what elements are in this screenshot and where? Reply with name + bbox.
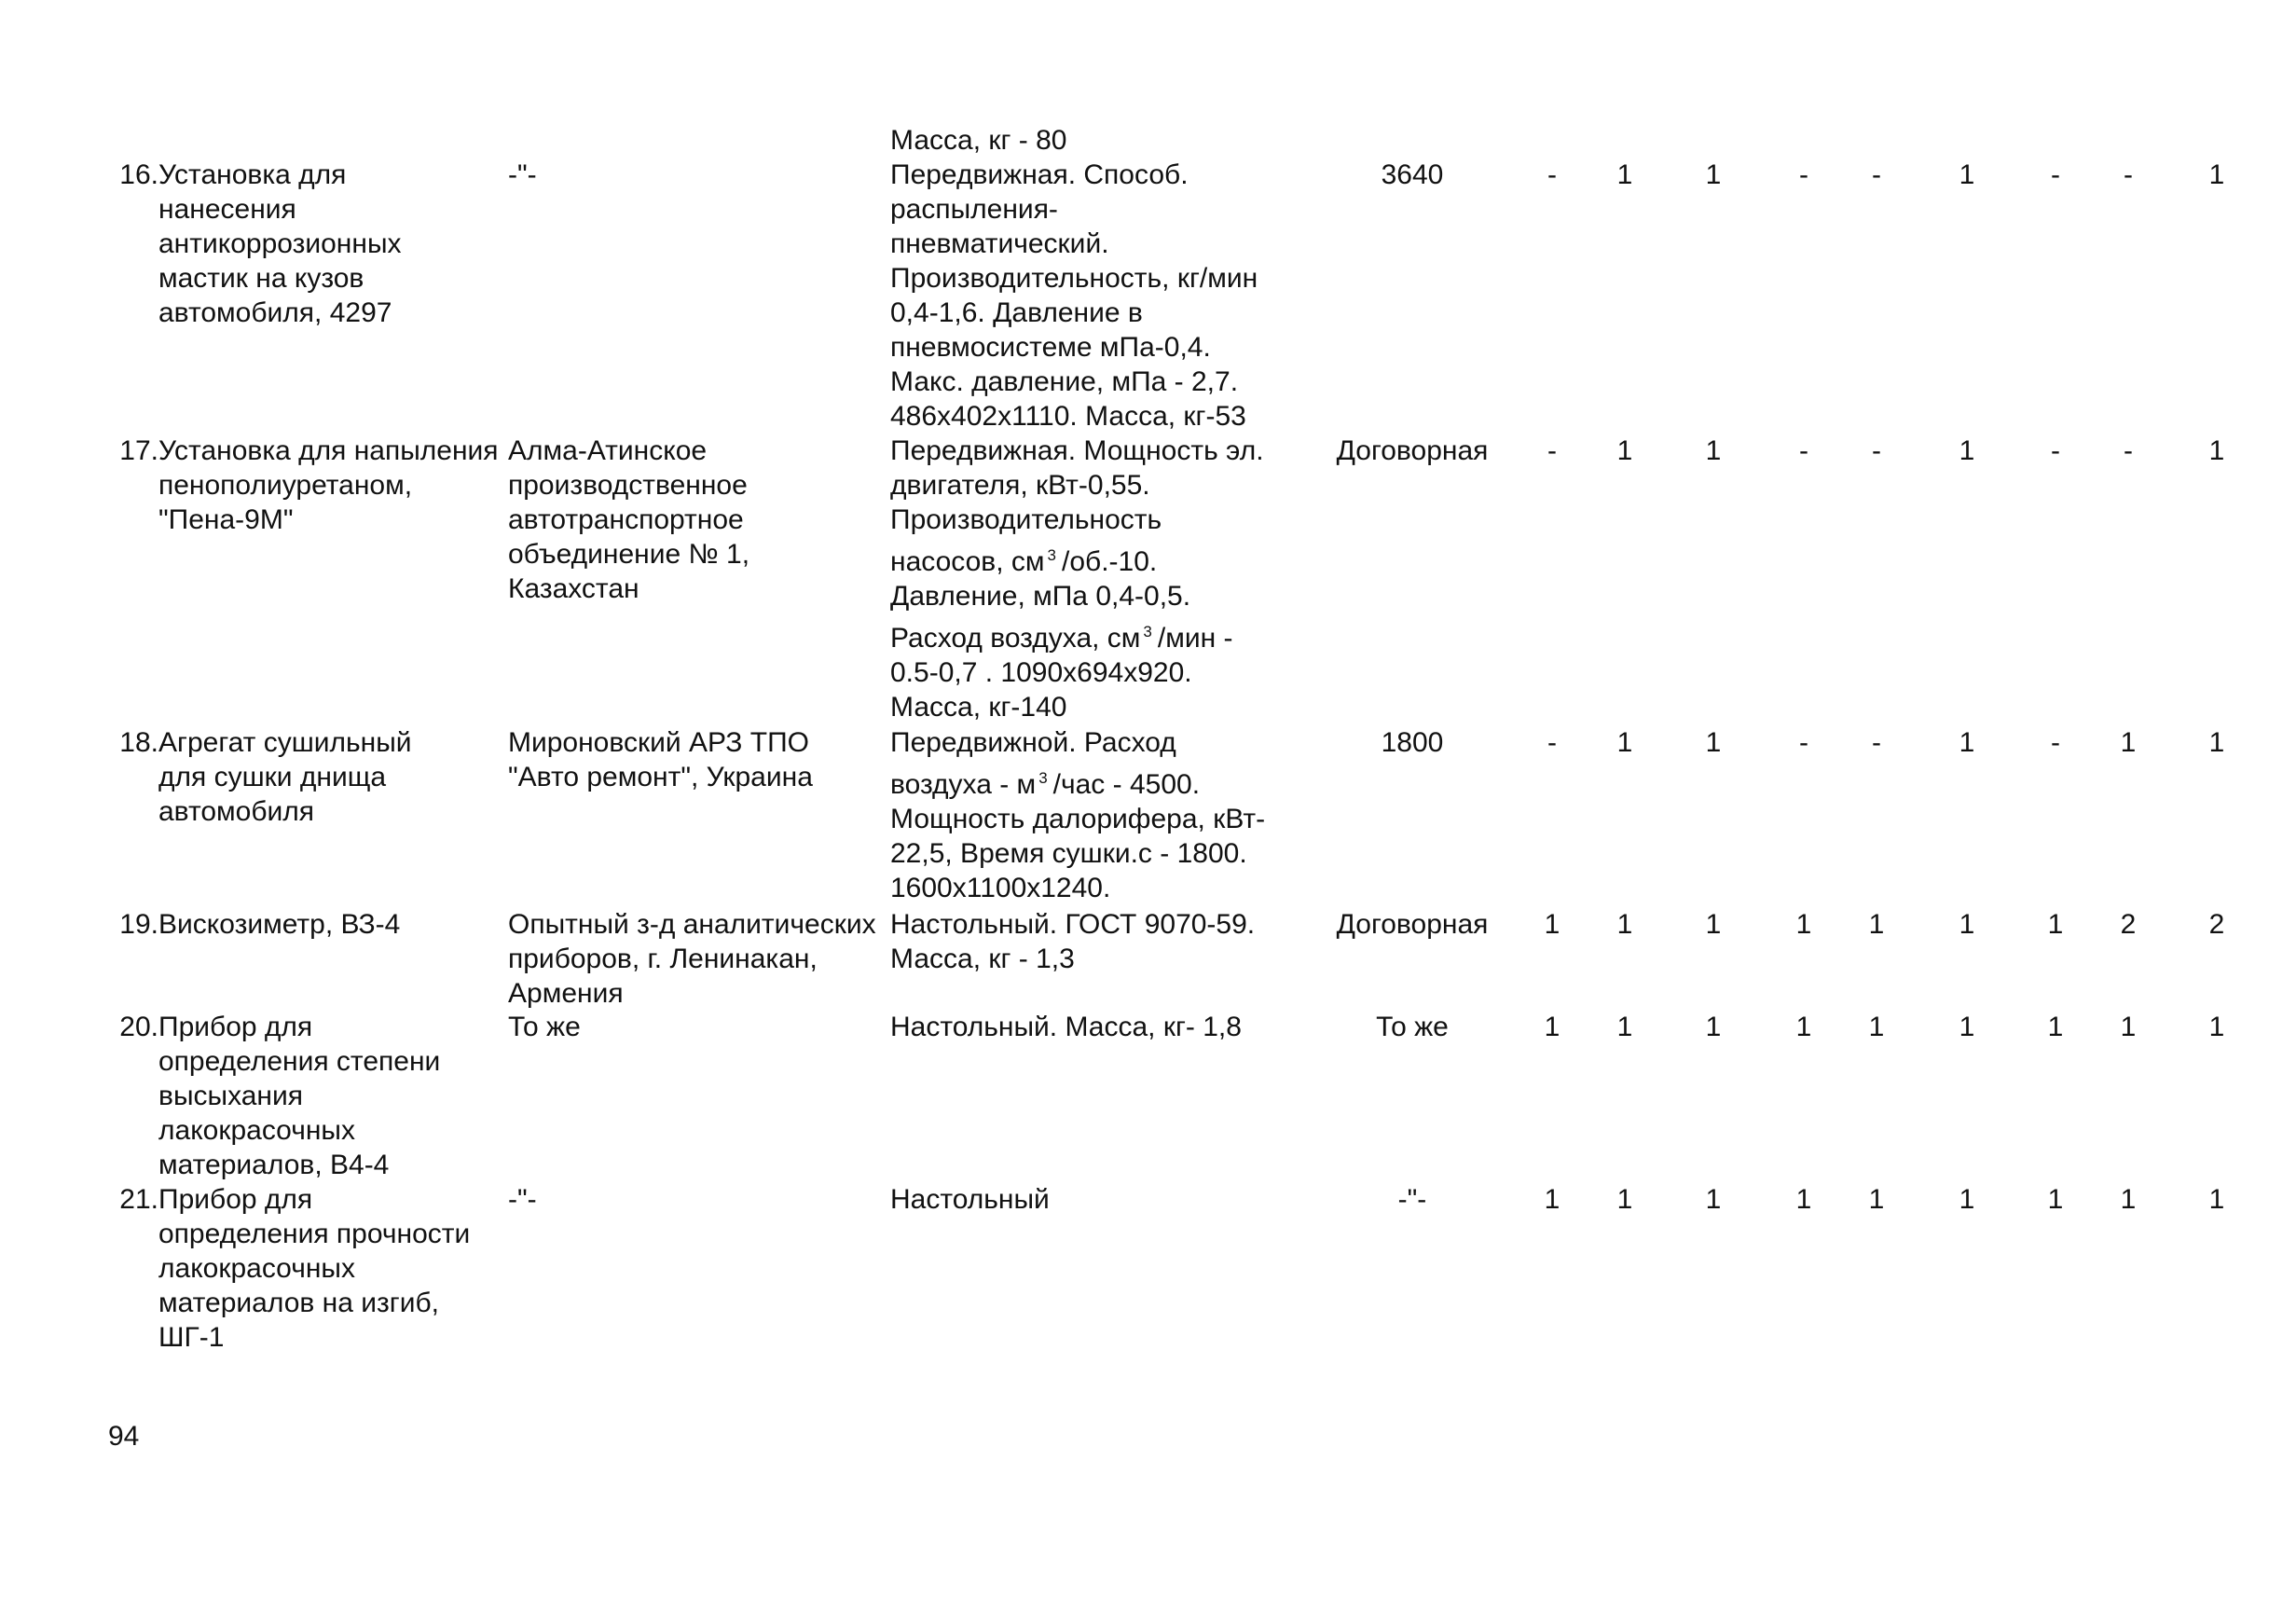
spec-line — [890, 767, 1319, 802]
spec-line — [890, 544, 1319, 579]
spec-line: пневмосистеме мПа-0,4. — [890, 332, 1211, 363]
quantity-cell: 1 — [2208, 1184, 2225, 1215]
quantity-cell: 1 — [1544, 1012, 1560, 1042]
quantity-cell: 1 — [2208, 159, 2225, 190]
equipment-name: Установка для нанесения антикоррозионных мастик на кузов автомобиля, 4297 — [158, 159, 402, 328]
spec-text: Расход воздуха, см — [890, 623, 1141, 654]
quantity-cell: 1 — [1868, 1012, 1885, 1042]
specification — [890, 158, 1319, 434]
spec-line: 0,4-1,6. Давление в — [890, 297, 1143, 328]
continuation-text: Масса, кг - 80 — [890, 125, 1067, 156]
superscript: 3 — [1038, 769, 1048, 787]
specification — [890, 725, 1319, 905]
row-number: 21. — [119, 1184, 158, 1215]
manufacturer: -"- — [508, 159, 537, 190]
manufacturer: Мироновский АРЗ ТПО "Авто ремонт", Украина — [508, 727, 813, 792]
quantity-cell: 1 — [1795, 1012, 1812, 1042]
quantity-cell: - — [2051, 435, 2060, 466]
quantity-cell: 1 — [1705, 159, 1722, 190]
spec-line: Передвижная. Способ. — [890, 159, 1189, 190]
equipment-name: Установка для напыления пенополиуретаном, "Пена-9М" — [158, 435, 499, 535]
spec-line: 0.5-0,7 . 1090x694x920. — [890, 657, 1192, 688]
spec-text: /мин - — [1157, 623, 1233, 654]
quantity-cell: - — [2051, 727, 2060, 758]
quantity-cell: - — [1547, 435, 1557, 466]
quantity-cell: 1 — [2120, 1184, 2137, 1215]
equipment-name: Вискозиметр, ВЗ-4 — [158, 909, 401, 940]
quantity-cell: 1 — [1705, 1184, 1722, 1215]
quantity-cell: 1 — [1616, 1184, 1633, 1215]
spec-line: 22,5, Время сушки.с - 1800. — [890, 838, 1247, 869]
price: То же — [1376, 1012, 1449, 1042]
quantity-cell: 1 — [2047, 1012, 2064, 1042]
quantity-cell: 1 — [1959, 909, 1975, 940]
quantity-cell: - — [2124, 435, 2133, 466]
row-number: 16. — [119, 159, 158, 190]
superscript: 3 — [1047, 546, 1056, 564]
quantity-cell: 1 — [2208, 727, 2225, 758]
spec-line: 1600x1100x1240. — [890, 873, 1111, 903]
price: 3640 — [1381, 159, 1444, 190]
quantity-cell: 1 — [1795, 1184, 1812, 1215]
spec-line: Передвижная. Мощность эл. — [890, 435, 1264, 466]
quantity-cell: - — [1872, 159, 1881, 190]
quantity-cell: 1 — [2120, 727, 2137, 758]
quantity-cell: 1 — [1616, 727, 1633, 758]
spec-line: Производительность — [890, 504, 1162, 535]
spec-text: /час - 4500. — [1052, 769, 1201, 800]
quantity-cell: 1 — [1868, 909, 1885, 940]
spec-line: Настольный — [890, 1184, 1050, 1215]
quantity-cell: 1 — [1705, 727, 1722, 758]
row-number: 20. — [119, 1012, 158, 1042]
page-number: 94 — [108, 1421, 140, 1452]
quantity-cell: 1 — [1959, 1012, 1975, 1042]
price: 1800 — [1381, 727, 1444, 758]
quantity-cell: 1 — [1705, 909, 1722, 940]
quantity-cell: - — [1799, 727, 1808, 758]
quantity-cell: 1 — [1544, 909, 1560, 940]
spec-line: Масса, кг - 1,3 — [890, 944, 1075, 974]
quantity-cell: 1 — [1959, 1184, 1975, 1215]
quantity-cell: - — [1799, 435, 1808, 466]
spec-line: двигателя, кВт-0,55. — [890, 470, 1150, 501]
spec-line: Мощность далорифера, кВт- — [890, 804, 1266, 834]
quantity-cell: - — [1799, 159, 1808, 190]
manufacturer: Алма-Атинское производственное автотранспортное объединение № 1, Казахстан — [508, 435, 750, 604]
specification — [890, 1010, 1319, 1044]
quantity-cell: 1 — [2208, 435, 2225, 466]
superscript: 3 — [1143, 623, 1152, 641]
quantity-cell: 2 — [2208, 909, 2225, 940]
equipment-name: Прибор для определения прочности лакокрасочных материалов на изгиб, ШГ-1 — [158, 1184, 471, 1353]
quantity-cell: 1 — [1959, 159, 1975, 190]
row-number: 19. — [119, 909, 158, 940]
quantity-cell: 1 — [1959, 435, 1975, 466]
price: -"- — [1397, 1184, 1427, 1215]
quantity-cell: 1 — [2120, 1012, 2137, 1042]
manufacturer: -"- — [508, 1184, 537, 1215]
quantity-cell: 1 — [1616, 909, 1633, 940]
spec-text: насосов, см — [890, 546, 1045, 577]
quantity-cell: - — [1872, 727, 1881, 758]
quantity-cell: - — [1872, 435, 1881, 466]
spec-line: Передвижной. Расход — [890, 727, 1176, 758]
quantity-cell: 1 — [1544, 1184, 1560, 1215]
quantity-cell: 1 — [1795, 909, 1812, 940]
spec-text: /об.-10. — [1062, 546, 1158, 577]
quantity-cell: 1 — [1705, 1012, 1722, 1042]
specification — [890, 434, 1319, 724]
quantity-cell: 1 — [1616, 1012, 1633, 1042]
spec-line: Макс. давление, мПа - 2,7. — [890, 366, 1239, 397]
quantity-cell: - — [2124, 159, 2133, 190]
equipment-name: Агрегат сушильный для сушки днища автомобиля — [158, 727, 412, 827]
price: Договорная — [1336, 909, 1489, 940]
equipment-name: Прибор для определения степени высыхания лакокрасочных материалов, В4-4 — [158, 1012, 441, 1180]
row-number: 18. — [119, 727, 158, 758]
quantity-cell: 2 — [2120, 909, 2137, 940]
spec-text: воздуха - м — [890, 769, 1037, 800]
row-number: 17. — [119, 435, 158, 466]
spec-line: Масса, кг-140 — [890, 692, 1067, 723]
quantity-cell: 1 — [1616, 435, 1633, 466]
quantity-cell: 1 — [2208, 1012, 2225, 1042]
spec-line: распыления- — [890, 194, 1058, 225]
quantity-cell: 1 — [1959, 727, 1975, 758]
spec-line: Настольный. ГОСТ 9070-59. — [890, 909, 1256, 940]
spec-line: Давление, мПа 0,4-0,5. — [890, 581, 1191, 612]
price: Договорная — [1336, 435, 1489, 466]
spec-line — [890, 621, 1319, 655]
quantity-cell: - — [1547, 727, 1557, 758]
quantity-cell: 1 — [2047, 1184, 2064, 1215]
quantity-cell: - — [1547, 159, 1557, 190]
quantity-cell: 1 — [1705, 435, 1722, 466]
spec-line: Производительность, кг/мин — [890, 263, 1258, 294]
manufacturer: То же — [508, 1012, 581, 1042]
specification — [890, 907, 1319, 976]
spec-line: пневматический. — [890, 228, 1109, 259]
quantity-cell: - — [2051, 159, 2060, 190]
specification — [890, 1182, 1319, 1217]
spec-line: Настольный. Масса, кг- 1,8 — [890, 1012, 1242, 1042]
quantity-cell: 1 — [2047, 909, 2064, 940]
spec-line: 486x402x1110. Масса, кг-53 — [890, 401, 1246, 432]
quantity-cell: 1 — [1616, 159, 1633, 190]
manufacturer: Опытный з-д аналитических приборов, г. Ленинакан, Армения — [508, 909, 876, 1009]
quantity-cell: 1 — [1868, 1184, 1885, 1215]
